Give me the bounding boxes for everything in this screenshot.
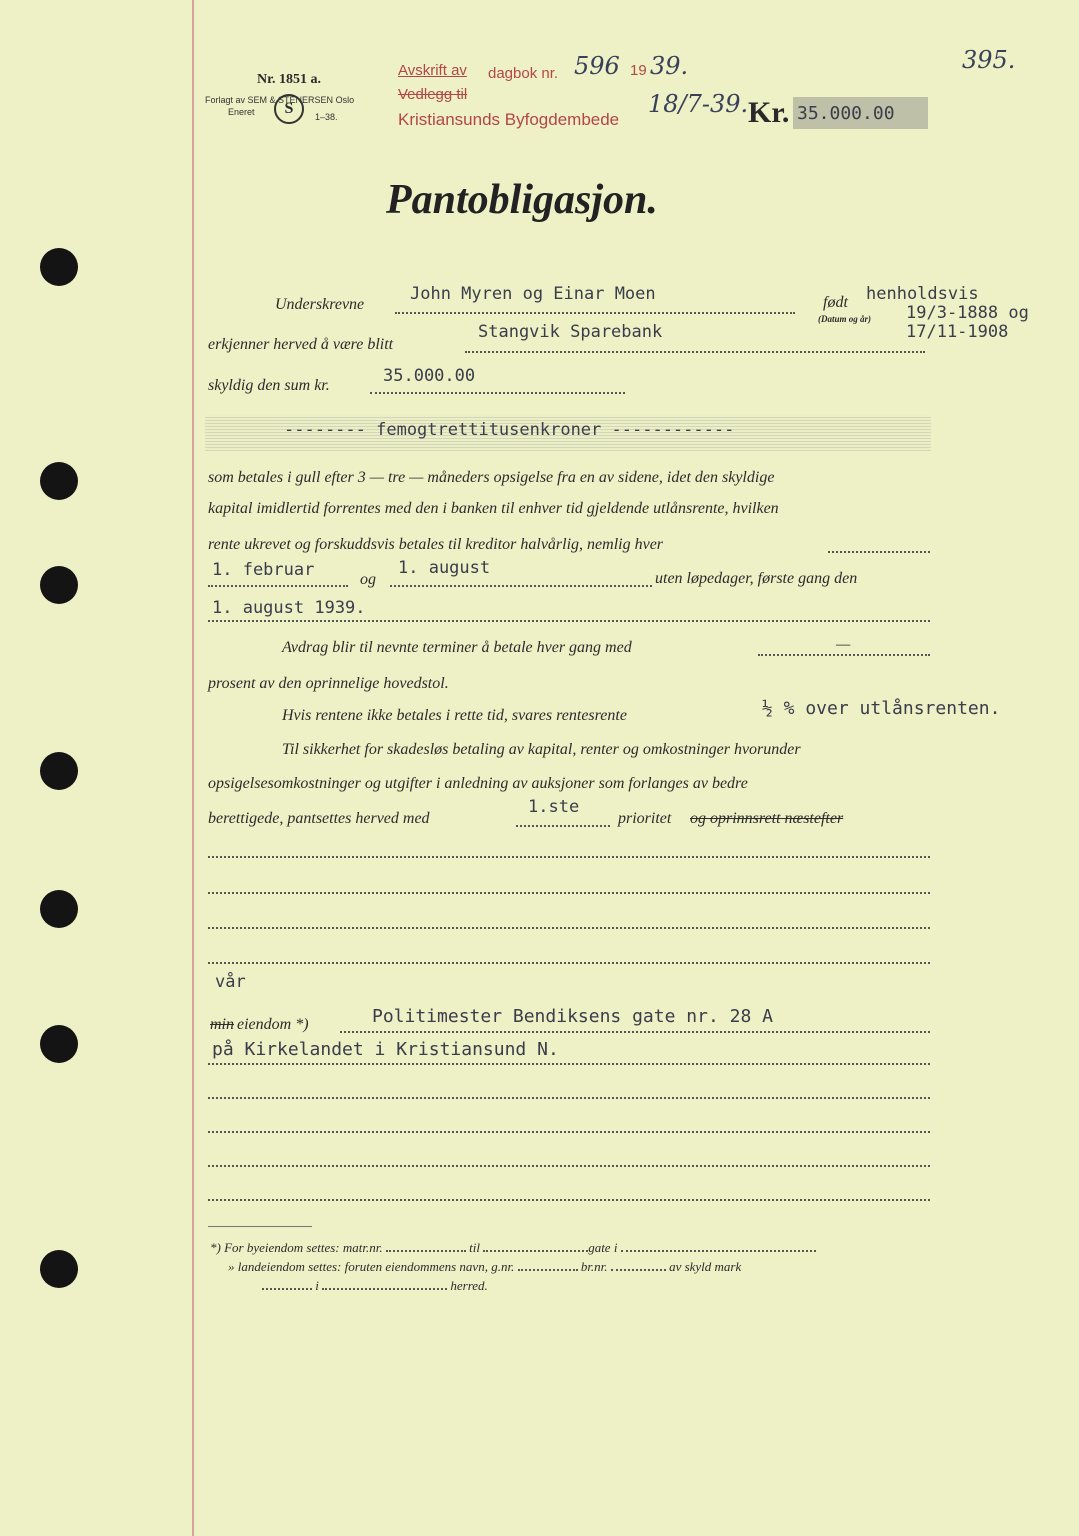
amount-words: -------- femogtrettitusenkroner ------------ (284, 420, 735, 440)
prosent-line: prosent av den oprinnelige hovedstol. (208, 675, 449, 692)
og-word: og (360, 571, 376, 588)
punch-hole (40, 462, 78, 500)
form-number: Nr. 1851 a. (257, 72, 322, 87)
stamp-vedlegg: Vedlegg til (398, 86, 468, 103)
red-margin-line (192, 0, 194, 1536)
underskrevne-value: John Myren og Einar Moen (410, 284, 656, 304)
prioritet-dotline (516, 825, 610, 827)
uten-label: uten løpedager, første gang den (655, 570, 858, 587)
property-dotline (208, 1063, 930, 1065)
para1-dotline (828, 551, 930, 553)
publisher-eneret: Eneret (228, 107, 255, 117)
prioritet-value: 1.ste (528, 797, 580, 817)
first-date-dotline (208, 620, 930, 622)
underskrevne-dotline (395, 312, 795, 314)
til-line3-c: og oprinnsrett næstefter (690, 810, 844, 827)
var-word: vår (215, 972, 246, 992)
term-1: 1. februar (212, 560, 315, 580)
skyldig-dotline (370, 392, 625, 394)
fodt-label: født (823, 294, 848, 311)
property-line-2: på Kirkelandet i Kristiansund N. (212, 1039, 559, 1060)
hvis-line: Hvis rentene ikke betales i rette tid, svares rentesrente (282, 707, 627, 724)
blank-line (208, 1097, 930, 1099)
court-date: 18/7-39. (648, 90, 749, 118)
underskrevne-label: Underskrevne (275, 296, 365, 313)
eiendom-label: eiendom *) (237, 1016, 309, 1033)
blank-line (208, 962, 930, 964)
blank-line (208, 1165, 930, 1167)
publisher-date: 1–38. (315, 112, 338, 122)
punch-hole (40, 1250, 78, 1288)
blank-line (208, 892, 930, 894)
til-line1: Til sikkerhet for skadesløs betaling av kapital, renter og omkostninger hvorunder (282, 741, 801, 758)
punch-hole (40, 566, 78, 604)
blank-line (208, 1199, 930, 1201)
min-word: min (210, 1016, 234, 1033)
erkjenner-label: erkjenner herved å være blitt (208, 336, 394, 353)
dagbok-number: 596 (574, 52, 620, 80)
blank-line (208, 927, 930, 929)
avdrag-value: — (836, 636, 851, 653)
footnote-line3: i herred. (262, 1278, 488, 1294)
creditor-value: Stangvik Sparebank (478, 322, 663, 342)
term-2-dotline (390, 585, 652, 587)
datum-label: (Datum og år) (818, 314, 872, 324)
term-1-dotline (208, 585, 348, 587)
para1-line2: kapital imidlertid forrentes med den i banken til enhver tid gjeldende utlånsrente, hvilken (208, 500, 779, 517)
publisher-logo-icon: S (274, 94, 304, 124)
avdrag-dotline (758, 654, 930, 656)
stamp-dagbok: dagbok nr. (488, 65, 559, 82)
blank-line (208, 856, 930, 858)
stamp-year-prefix: 19 (630, 62, 647, 79)
skyldig-amount: 35.000.00 (383, 366, 476, 386)
punch-hole (40, 890, 78, 928)
punch-hole (40, 1025, 78, 1063)
footnote-line1: *) For byeiendom settes: matr.nr. til gate i (210, 1240, 816, 1256)
para1-line1: som betales i gull efter 3 — tre — måneders opsigelse fra en av sidene, idet den skyldige (208, 469, 775, 486)
first-payment-date: 1. august 1939. (212, 598, 366, 618)
punch-hole (40, 752, 78, 790)
kr-amount: 35.000.00 (797, 103, 895, 124)
property-line-1: Politimester Bendiksens gate nr. 28 A (372, 1006, 773, 1027)
hvis-value: ½ % over utlånsrenten. (762, 698, 1001, 719)
avdrag-line: Avdrag blir til nevnte terminer å betale hver gang med (282, 639, 632, 656)
fodt-value: henholdsvis (866, 284, 979, 304)
stamp-year-suffix: 39. (650, 52, 689, 80)
til-line2: opsigelsesomkostninger og utgifter i anledning av auksjoner som forlanges av bedre (208, 775, 748, 792)
erkjenner-dotline (465, 351, 925, 353)
kr-label: Kr. (748, 96, 790, 129)
birth-date-1: 19/3-1888 og (906, 303, 1029, 323)
til-line3-b: prioritet (618, 810, 672, 827)
birth-date-2: 17/11-1908 (906, 322, 1009, 342)
page-number: 395. (962, 46, 1016, 74)
document-title: Pantobligasjon. (386, 177, 658, 223)
publisher-line: Forlagt av SEM & STENERSEN Oslo (205, 95, 355, 105)
stamp-court: Kristiansunds Byfogdembede (398, 110, 620, 129)
til-line3-a: berettigede, pantsettes herved med (208, 810, 430, 827)
footnote-rule (208, 1226, 312, 1227)
blank-line (208, 1131, 930, 1133)
punch-hole (40, 248, 78, 286)
stamp-avskrift: Avskrift av (398, 62, 467, 79)
para1-line3: rente ukrevet og forskuddsvis betales til kreditor halvårlig, nemlig hver (208, 536, 664, 553)
footnote-line2: » landeiendom settes: foruten eiendommens navn, g.nr. br.nr. av skyld mark (228, 1259, 742, 1274)
term-2: 1. august (398, 558, 491, 578)
eiendom-dotline (340, 1031, 930, 1033)
skyldig-label: skyldig den sum kr. (208, 377, 330, 394)
